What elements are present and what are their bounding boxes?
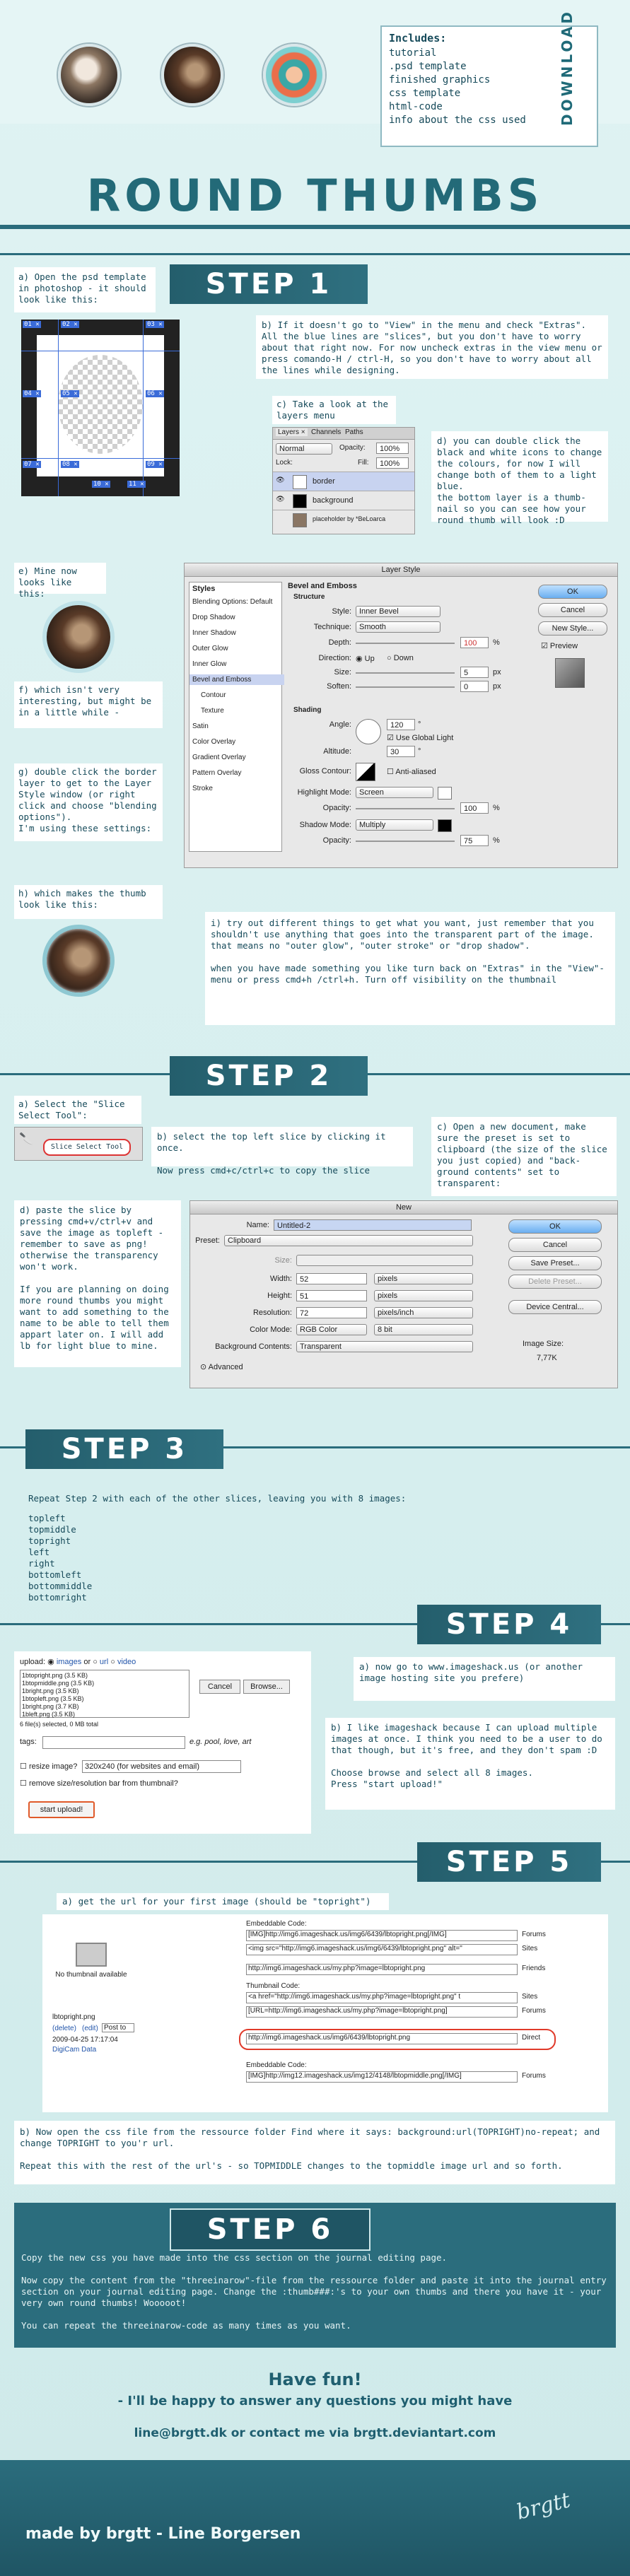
unit-deg: °: [418, 720, 421, 729]
altitude-label: Altitude:: [323, 747, 351, 756]
file-count: 6 file(s) selected, 0 MB total: [20, 1721, 99, 1728]
style-item[interactable]: Satin: [192, 722, 209, 730]
step4-banner: STEP 4: [417, 1605, 601, 1644]
opacity-slider[interactable]: [356, 808, 455, 809]
step1-d-text: d) you can double click the black and white icons to change the colours, for now I will change both of them to a light blue. the bottom layer is a thumb-nail so you can see how your round thumb will look :D: [437, 435, 602, 525]
slice-label: 04 ✕: [24, 390, 40, 397]
step3-intro: Repeat Step 2 with each of the other slices, leaving you with 8 images:: [28, 1493, 407, 1504]
resize-select[interactable]: 320x240 (for websites and email): [82, 1760, 241, 1773]
slice-line: [58, 320, 59, 496]
cancel-button[interactable]: Cancel: [538, 603, 607, 617]
resize-checkbox[interactable]: ☐: [20, 1762, 27, 1771]
color-mode-label: Color Mode:: [250, 1325, 292, 1334]
technique-label: Technique:: [313, 623, 351, 631]
upload-date: 2009-04-25 17:17:04: [52, 2036, 118, 2044]
gloss-contour-swatch[interactable]: [356, 763, 375, 781]
code-tag: Friends: [522, 1965, 546, 1972]
image-size-value: 7,77K: [537, 1354, 557, 1362]
step2-d-text: d) paste the slice by pressing cmd+v/ctrl+v and save the image as topleft - remember to save as png! otherwise the transparency won't work. If you are planning on doing more round thumbs you might want to add something to the name to be able to tell them appart later on. I will add lb for light blue to mine.: [20, 1205, 169, 1351]
height-unit[interactable]: pixels: [374, 1290, 473, 1301]
layer-style-title: Layer Style: [185, 563, 617, 577]
made-by: made by brgtt - Line Borgersen: [25, 2525, 301, 2543]
step2-b-text: b) select the top left slice by clicking it once. Now press cmd+c/ctrl+c to copy the slice: [157, 1131, 386, 1176]
step2-d-box: [14, 1200, 181, 1367]
unit-px: px: [493, 668, 501, 677]
size-slider[interactable]: [356, 672, 455, 674]
depth-field[interactable]: 100: [460, 637, 489, 648]
fill-field[interactable]: 100%: [376, 457, 409, 469]
step5-a-box: [57, 1893, 389, 1910]
highlight-color[interactable]: [438, 787, 452, 800]
knife-icon: 🔪: [19, 1132, 33, 1145]
step1-e-box: [14, 563, 106, 599]
step4-b-box: [325, 1718, 615, 1810]
slice-label: 08 ✕: [62, 461, 78, 468]
preview-swatch: [555, 658, 585, 688]
fill-label: Fill:: [358, 459, 369, 467]
depth-slider[interactable]: [356, 643, 455, 644]
file-name: bottomleft: [28, 1569, 82, 1580]
step1-i-box: [205, 912, 615, 1025]
step1-c-box: [272, 396, 396, 424]
upload-label: upload:: [20, 1658, 46, 1666]
new-document-dialog: [189, 1200, 618, 1388]
opacity-label: Opacity:: [322, 836, 351, 845]
tags-hint: e.g. pool, love, art: [189, 1738, 252, 1746]
includes-item: .psd template: [389, 61, 467, 72]
unit-deg: °: [418, 747, 421, 756]
size-field[interactable]: 5: [460, 667, 489, 678]
psd-template-preview: [21, 320, 180, 496]
code-tag: Sites: [522, 1993, 538, 2001]
style-item[interactable]: Blending Options: Default: [192, 598, 273, 606]
width-label: Width:: [269, 1275, 292, 1283]
step1-banner: STEP 1: [170, 264, 368, 304]
resolution-label: Resolution:: [252, 1309, 292, 1317]
code-tag: Sites: [522, 1945, 538, 1953]
background-select[interactable]: Transparent: [296, 1341, 473, 1352]
highlight-label: Highlight Mode:: [297, 788, 351, 797]
direction-up[interactable]: ◉ Up: [356, 655, 375, 663]
contact-text[interactable]: line@brgtt.dk or contact me via brgtt.deviantart.com: [134, 2426, 496, 2440]
code-field[interactable]: <a href="http://img6.imageshack.us/my.php?image=lbtopright.png" t: [246, 1992, 518, 2003]
height-label: Height:: [267, 1292, 292, 1300]
opacity-field[interactable]: 100%: [376, 443, 409, 454]
computer-icon: [76, 1943, 107, 1967]
step1-g-text: g) double click the border layer to get to the Layer Style window (or right click and choose "blending options"). I'm using these settings:: [18, 766, 157, 833]
slice-label: 01 ✕: [24, 321, 40, 328]
slice-label: 07 ✕: [24, 461, 40, 468]
shadow-label: Shadow Mode:: [299, 821, 351, 829]
digicam-link[interactable]: DigiCam Data: [52, 2046, 97, 2054]
browse-button[interactable]: Browse...: [243, 1680, 290, 1694]
delete-link[interactable]: (delete): [52, 2025, 76, 2032]
slice-line: [143, 320, 144, 496]
step1-c-text: c) Take a look at the layers menu: [276, 399, 389, 421]
title-rule: [0, 225, 630, 229]
style-item[interactable]: Inner Glow: [192, 660, 227, 668]
shadow-color[interactable]: [438, 819, 452, 832]
step5-b-text: b) Now open the css file from the ressource folder Find where it says: background:url(TOPRIGHT)no-repeat; and change TOPRIGHT to you'r url. Repeat this with the rest of the url's - so TOPMIDDLE changes to the topmiddle image url and so forth.: [20, 2126, 600, 2171]
includes-item: css template: [389, 88, 461, 99]
resize-label: resize image?: [28, 1762, 78, 1771]
step1-a-text: a) Open the psd template in photoshop - it should look like this:: [18, 271, 146, 305]
thumb-result-2: [42, 925, 115, 997]
height-field[interactable]: 51: [296, 1290, 367, 1301]
imageshack-result: [42, 1914, 608, 2112]
style-select[interactable]: Inner Bevel: [356, 606, 441, 617]
step1-i-text: i) try out different things to get what you want, just remember that you shouldn't use anything that goes into the transparent part of the image. that means no "outer glow", "outer stroke" or "drop shadow". when you have made something you like turn back on "Extras" in the "View"-menu or press cmd+h /ctrl+h. Turn off visibility on the thumbnail: [211, 918, 605, 985]
no-thumbnail-label: No thumbnail available: [55, 1971, 127, 1979]
shadow-select[interactable]: Multiply: [356, 819, 433, 831]
opacity-slider[interactable]: [356, 841, 455, 842]
new-style-button[interactable]: New Style...: [538, 621, 607, 636]
main-title: ROUND THUMBS: [86, 170, 544, 221]
code-tag: Forums: [522, 2007, 546, 2015]
styles-list: [189, 582, 282, 852]
resolution-field[interactable]: 72: [296, 1307, 367, 1318]
bevel-section: [288, 582, 528, 857]
file-name: bottommiddle: [28, 1581, 93, 1591]
direction-down[interactable]: ○ Down: [387, 654, 414, 662]
code-tag: Forums: [522, 1931, 546, 1938]
step2-banner: STEP 2: [170, 1056, 368, 1096]
code-field[interactable]: [IMG]http://img6.imageshack.us/img6/6439/lbtopright.png[/IMG]: [246, 1930, 518, 1941]
step2-b-box: [151, 1127, 413, 1176]
includes-list: [389, 47, 552, 127]
angle-label: Angle:: [329, 720, 351, 729]
step1-band: [0, 253, 630, 255]
example-thumb-cartoon: [263, 44, 325, 106]
layers-panel: [272, 427, 415, 534]
step4-b-text: b) I like imageshack because I can upload multiple images at once. I think you need to be a user to do that though, but it's free, and they don't spam :D Choose browse and select all 8 images. Press "start upload!": [331, 1722, 602, 1789]
altitude-field[interactable]: 30: [387, 746, 415, 757]
video-radio[interactable]: ○: [110, 1658, 115, 1666]
style-item[interactable]: Texture: [201, 707, 224, 715]
file-listbox[interactable]: [20, 1670, 189, 1718]
includes-item: tutorial: [389, 47, 437, 59]
delete-preset-button[interactable]: Delete Preset...: [508, 1275, 602, 1289]
angle-field[interactable]: 120: [387, 719, 415, 730]
styles-header: Styles: [192, 585, 216, 593]
file-name: right: [28, 1558, 55, 1569]
step1-f-box: [14, 681, 163, 728]
images-radio-label: images: [56, 1658, 82, 1666]
thumbnail-code-label: Thumbnail Code:: [246, 1982, 301, 1990]
layers-tabs: [273, 428, 414, 440]
upload-file: 1bright.png (3.5 KB): [22, 1687, 79, 1694]
highlight-select[interactable]: Screen: [356, 787, 433, 798]
start-upload-button[interactable]: start upload!: [28, 1801, 95, 1818]
no-thumbnail-box: [52, 1943, 130, 2006]
lock-label: Lock:: [276, 459, 293, 467]
step3-banner: STEP 3: [25, 1429, 223, 1469]
width-field[interactable]: 52: [296, 1273, 367, 1284]
step4-a-text: a) now go to www.imageshack.us (or another image hosting site you prefere): [359, 1661, 583, 1683]
code-field[interactable]: http://img6.imageshack.us/img6/6439/lbtopright.png: [246, 2033, 518, 2044]
resolution-unit[interactable]: pixels/inch: [374, 1307, 473, 1318]
file-name: topleft: [28, 1513, 66, 1523]
step2-a-text: a) Select the "Slice Select Tool":: [18, 1099, 125, 1120]
tags-input[interactable]: [42, 1736, 185, 1749]
width-unit[interactable]: pixels: [374, 1273, 473, 1284]
upload-file: 1btopright.png (3.5 KB): [22, 1672, 88, 1679]
bevel-title: Bevel and Emboss: [288, 582, 357, 590]
preset-select[interactable]: Clipboard: [224, 1235, 473, 1246]
resize-row: [20, 1762, 77, 1771]
style-item[interactable]: Drop Shadow: [192, 614, 235, 621]
step6-banner: STEP 6: [170, 2208, 371, 2251]
layer-row-border[interactable]: [273, 472, 414, 491]
size-label: Size:: [334, 668, 351, 677]
slice-label: 03 ✕: [147, 321, 163, 328]
new-dialog-title: New: [190, 1201, 617, 1214]
file-name: topright: [28, 1535, 71, 1546]
example-thumb-camera: [161, 44, 223, 106]
layer-row-placeholder[interactable]: [273, 510, 414, 529]
includes-title: Includes:: [389, 32, 447, 45]
tab-channels[interactable]: Channels: [311, 428, 342, 436]
eye-icon[interactable]: 👁: [276, 476, 285, 484]
tags-label: tags:: [20, 1738, 37, 1746]
background-label: Background Contents:: [215, 1342, 292, 1351]
direction-down-label: Down: [393, 654, 414, 662]
unit-pct: %: [493, 638, 500, 647]
includes-item: finished graphics: [389, 74, 491, 86]
global-light-check[interactable]: ☑ Use Global Light: [387, 734, 454, 742]
slice-tool-menu: [14, 1127, 143, 1161]
unit-pct: %: [493, 804, 500, 812]
download-label[interactable]: DOWNLOAD: [559, 9, 576, 126]
soften-slider[interactable]: [356, 686, 455, 688]
soften-field[interactable]: 0: [460, 681, 489, 692]
style-item[interactable]: Outer Glow: [192, 645, 228, 652]
code-tag: Direct: [522, 2034, 541, 2042]
opacity-label: Opacity:: [339, 444, 366, 452]
step1-b-text: b) If it doesn't go to "View" in the menu and check "Extras". All the blue lines are "slices", but you don't have to worry about that right now. For now uncheck extras in the view menu or press comando-H / ctrl-H, so you don't have to worry about all the lines while designing.: [262, 320, 602, 375]
questions-text: - I'll be happy to answer any questions you might have: [117, 2394, 513, 2408]
file-name: topmiddle: [28, 1524, 76, 1535]
slice-label: 11 ✕: [129, 481, 144, 488]
ok-button[interactable]: OK: [508, 1219, 602, 1234]
file-name: left: [28, 1547, 50, 1557]
antialiased-label: Anti-aliased: [395, 768, 436, 776]
preset-label: Preset:: [195, 1236, 220, 1245]
eye-icon[interactable]: 👁: [276, 496, 285, 503]
slice-label: 06 ✕: [147, 390, 163, 397]
angle-dial[interactable]: [356, 719, 381, 744]
post-to-select[interactable]: Post to: [102, 2023, 134, 2032]
upload-file: 1btopleft.png (3.5 KB): [22, 1695, 84, 1702]
signature: brgtt: [513, 2488, 573, 2525]
name-field[interactable]: Untitled-2: [274, 1219, 472, 1231]
file-name: bottomright: [28, 1592, 87, 1603]
code-tag: Forums: [522, 2072, 546, 2080]
slice-label: 05 ✕: [62, 390, 78, 397]
step1-f-text: f) which isn't very interesting, but might be in a little while -: [18, 684, 152, 718]
ok-button[interactable]: OK: [538, 585, 607, 599]
step4-a-box: [354, 1657, 615, 1701]
or-text: or: [83, 1658, 91, 1666]
tab-layers[interactable]: Layers ×: [276, 428, 308, 436]
result-filename: lbtopright.png: [52, 2013, 95, 2021]
step1-a-box: [14, 267, 156, 312]
psd-transparent-circle: [58, 355, 143, 454]
slice-select-tool-item[interactable]: [43, 1139, 131, 1156]
remove-label: remove size/resolution bar from thumbnail?: [28, 1779, 178, 1788]
step2-a-box: [14, 1096, 141, 1124]
layer-name: border: [313, 477, 335, 486]
step2-c-box: [431, 1117, 617, 1196]
soften-label: Soften:: [327, 682, 351, 691]
layer-swatch: [293, 475, 307, 489]
name-label: Name:: [246, 1221, 269, 1229]
includes-box: [380, 9, 598, 147]
code-field[interactable]: http://img6.imageshack.us/my.php?image=lbtopright.png: [246, 1964, 518, 1975]
style-item[interactable]: Contour: [201, 691, 226, 699]
embeddable-label: Embeddable Code:: [246, 2061, 307, 2069]
step2-c-text: c) Open a new document, make sure the preset is set to clipboard (the size of the slice you just copied) and "back-ground contents" set to transparent:: [437, 1121, 607, 1188]
device-central-button[interactable]: Device Central...: [508, 1300, 602, 1314]
step1-h-text: h) which makes the thumb look like this:: [18, 888, 146, 910]
layer-name: background: [313, 496, 354, 505]
style-item[interactable]: Stroke: [192, 785, 213, 792]
code-field[interactable]: [URL=http://img6.imageshack.us/my.php?image=lbtopright.png]: [246, 2006, 518, 2018]
layer-row-background[interactable]: [273, 491, 414, 510]
style-item[interactable]: Pattern Overlay: [192, 769, 242, 777]
layer-style-dialog: [184, 563, 618, 868]
step3-file-list: [28, 1513, 170, 1603]
cancel-button[interactable]: Cancel: [199, 1680, 240, 1694]
depth-label: Depth:: [328, 638, 351, 647]
upload-file: 1bleft.png (3.5 KB): [22, 1711, 76, 1718]
layer-swatch: [293, 494, 307, 508]
step5-a-text: a) get the url for your first image (should be "topright"): [62, 1896, 371, 1907]
opacity-label: Opacity:: [322, 804, 351, 812]
remove-row: [20, 1779, 178, 1788]
tab-paths[interactable]: Paths: [345, 428, 363, 436]
blend-mode-select[interactable]: Normal: [276, 443, 332, 455]
step5-banner: STEP 5: [417, 1842, 601, 1882]
style-item[interactable]: Gradient Overlay: [192, 754, 246, 761]
video-radio-label: video: [117, 1658, 136, 1666]
shading-title: Shading: [293, 706, 322, 714]
save-preset-button[interactable]: Save Preset...: [508, 1256, 602, 1270]
images-radio[interactable]: ◉: [47, 1658, 54, 1666]
direction-label: Direction:: [318, 654, 351, 662]
bit-depth-select[interactable]: 8 bit: [374, 1324, 473, 1335]
step1-b-box: [256, 315, 608, 379]
includes-item: html-code: [389, 101, 443, 112]
step1-e-text: e) Mine now looks like this:: [18, 566, 77, 599]
layer-swatch: [293, 513, 307, 527]
slice-tool-label: Slice Select Tool: [50, 1143, 124, 1151]
style-item[interactable]: Color Overlay: [192, 738, 236, 746]
slice-line: [21, 458, 180, 459]
opacity-field[interactable]: 75: [460, 835, 489, 846]
antialiased-check[interactable]: ☐ Anti-aliased: [387, 768, 436, 776]
slice-label: 02 ✕: [62, 321, 78, 328]
opacity-field[interactable]: 100: [460, 802, 489, 814]
preview-label: Preview: [549, 642, 578, 650]
structure-title: Structure: [293, 593, 325, 601]
slice-label: 10 ✕: [93, 481, 109, 488]
upload-file: 1btopmiddle.png (3.5 KB): [22, 1680, 95, 1687]
step1-g-box: [14, 763, 163, 841]
upload-file: 1bright.png (3.7 KB): [22, 1703, 79, 1710]
size-label: Size:: [274, 1256, 292, 1265]
advanced-toggle[interactable]: ⊙ Advanced: [200, 1363, 243, 1371]
example-thumb-portrait: [58, 44, 120, 106]
step1-d-box: [431, 431, 608, 525]
code-field[interactable]: [IMG]http://img12.imageshack.us/img12/4148/lbtopmiddle.png[/IMG]: [246, 2071, 518, 2083]
remove-checkbox[interactable]: ☐: [20, 1779, 27, 1788]
edit-link[interactable]: (edit): [82, 2025, 98, 2032]
slice-label: 09 ✕: [147, 461, 163, 468]
step5-b-box: [14, 2121, 615, 2184]
layer-name: placeholder by *BeLoarca: [313, 515, 386, 522]
unit-px: px: [493, 682, 501, 691]
embeddable-label: Embeddable Code:: [246, 1920, 307, 1928]
style-item-selected[interactable]: Bevel and Emboss: [189, 674, 284, 685]
size-select[interactable]: [296, 1255, 473, 1266]
direction-up-label: Up: [364, 655, 375, 663]
step1-h-box: [14, 885, 163, 919]
preview-check[interactable]: ☑ Preview: [541, 642, 578, 650]
global-light-label: Use Global Light: [395, 734, 454, 742]
gloss-label: Gloss Contour:: [299, 767, 351, 775]
color-mode-select[interactable]: RGB Color: [296, 1324, 367, 1335]
advanced-label: Advanced: [208, 1363, 243, 1371]
url-radio-label: url: [99, 1658, 109, 1666]
step6-text: Copy the new css you have made into the css section on the journal editing page. Now copy the content from the "threeinarow"-file from the ressource folder and paste it into the journal entry section on your journal editing page. Change the :thumb###:'s to your own thumbs and there you have it - your very own round thumbs! Wooooot! You can repeat the threeinarow-code as many times as you want.: [21, 2252, 607, 2331]
unit-pct: %: [493, 836, 500, 845]
code-field[interactable]: <img src="http://img6.imageshack.us/img6/6439/lbtopright.png" alt=": [246, 1944, 518, 1955]
cancel-button[interactable]: Cancel: [508, 1238, 602, 1252]
upload-form: [14, 1651, 311, 1834]
thumb-result-1: [42, 601, 115, 673]
includes-item: info about the css used: [389, 115, 526, 126]
technique-select[interactable]: Smooth: [356, 621, 441, 633]
image-size-label: Image Size:: [523, 1340, 564, 1348]
style-item[interactable]: Inner Shadow: [192, 629, 236, 637]
have-fun: Have fun!: [268, 2370, 362, 2389]
url-radio[interactable]: ○: [93, 1658, 98, 1666]
style-label: Style:: [332, 607, 351, 616]
upload-options: [20, 1657, 136, 1666]
